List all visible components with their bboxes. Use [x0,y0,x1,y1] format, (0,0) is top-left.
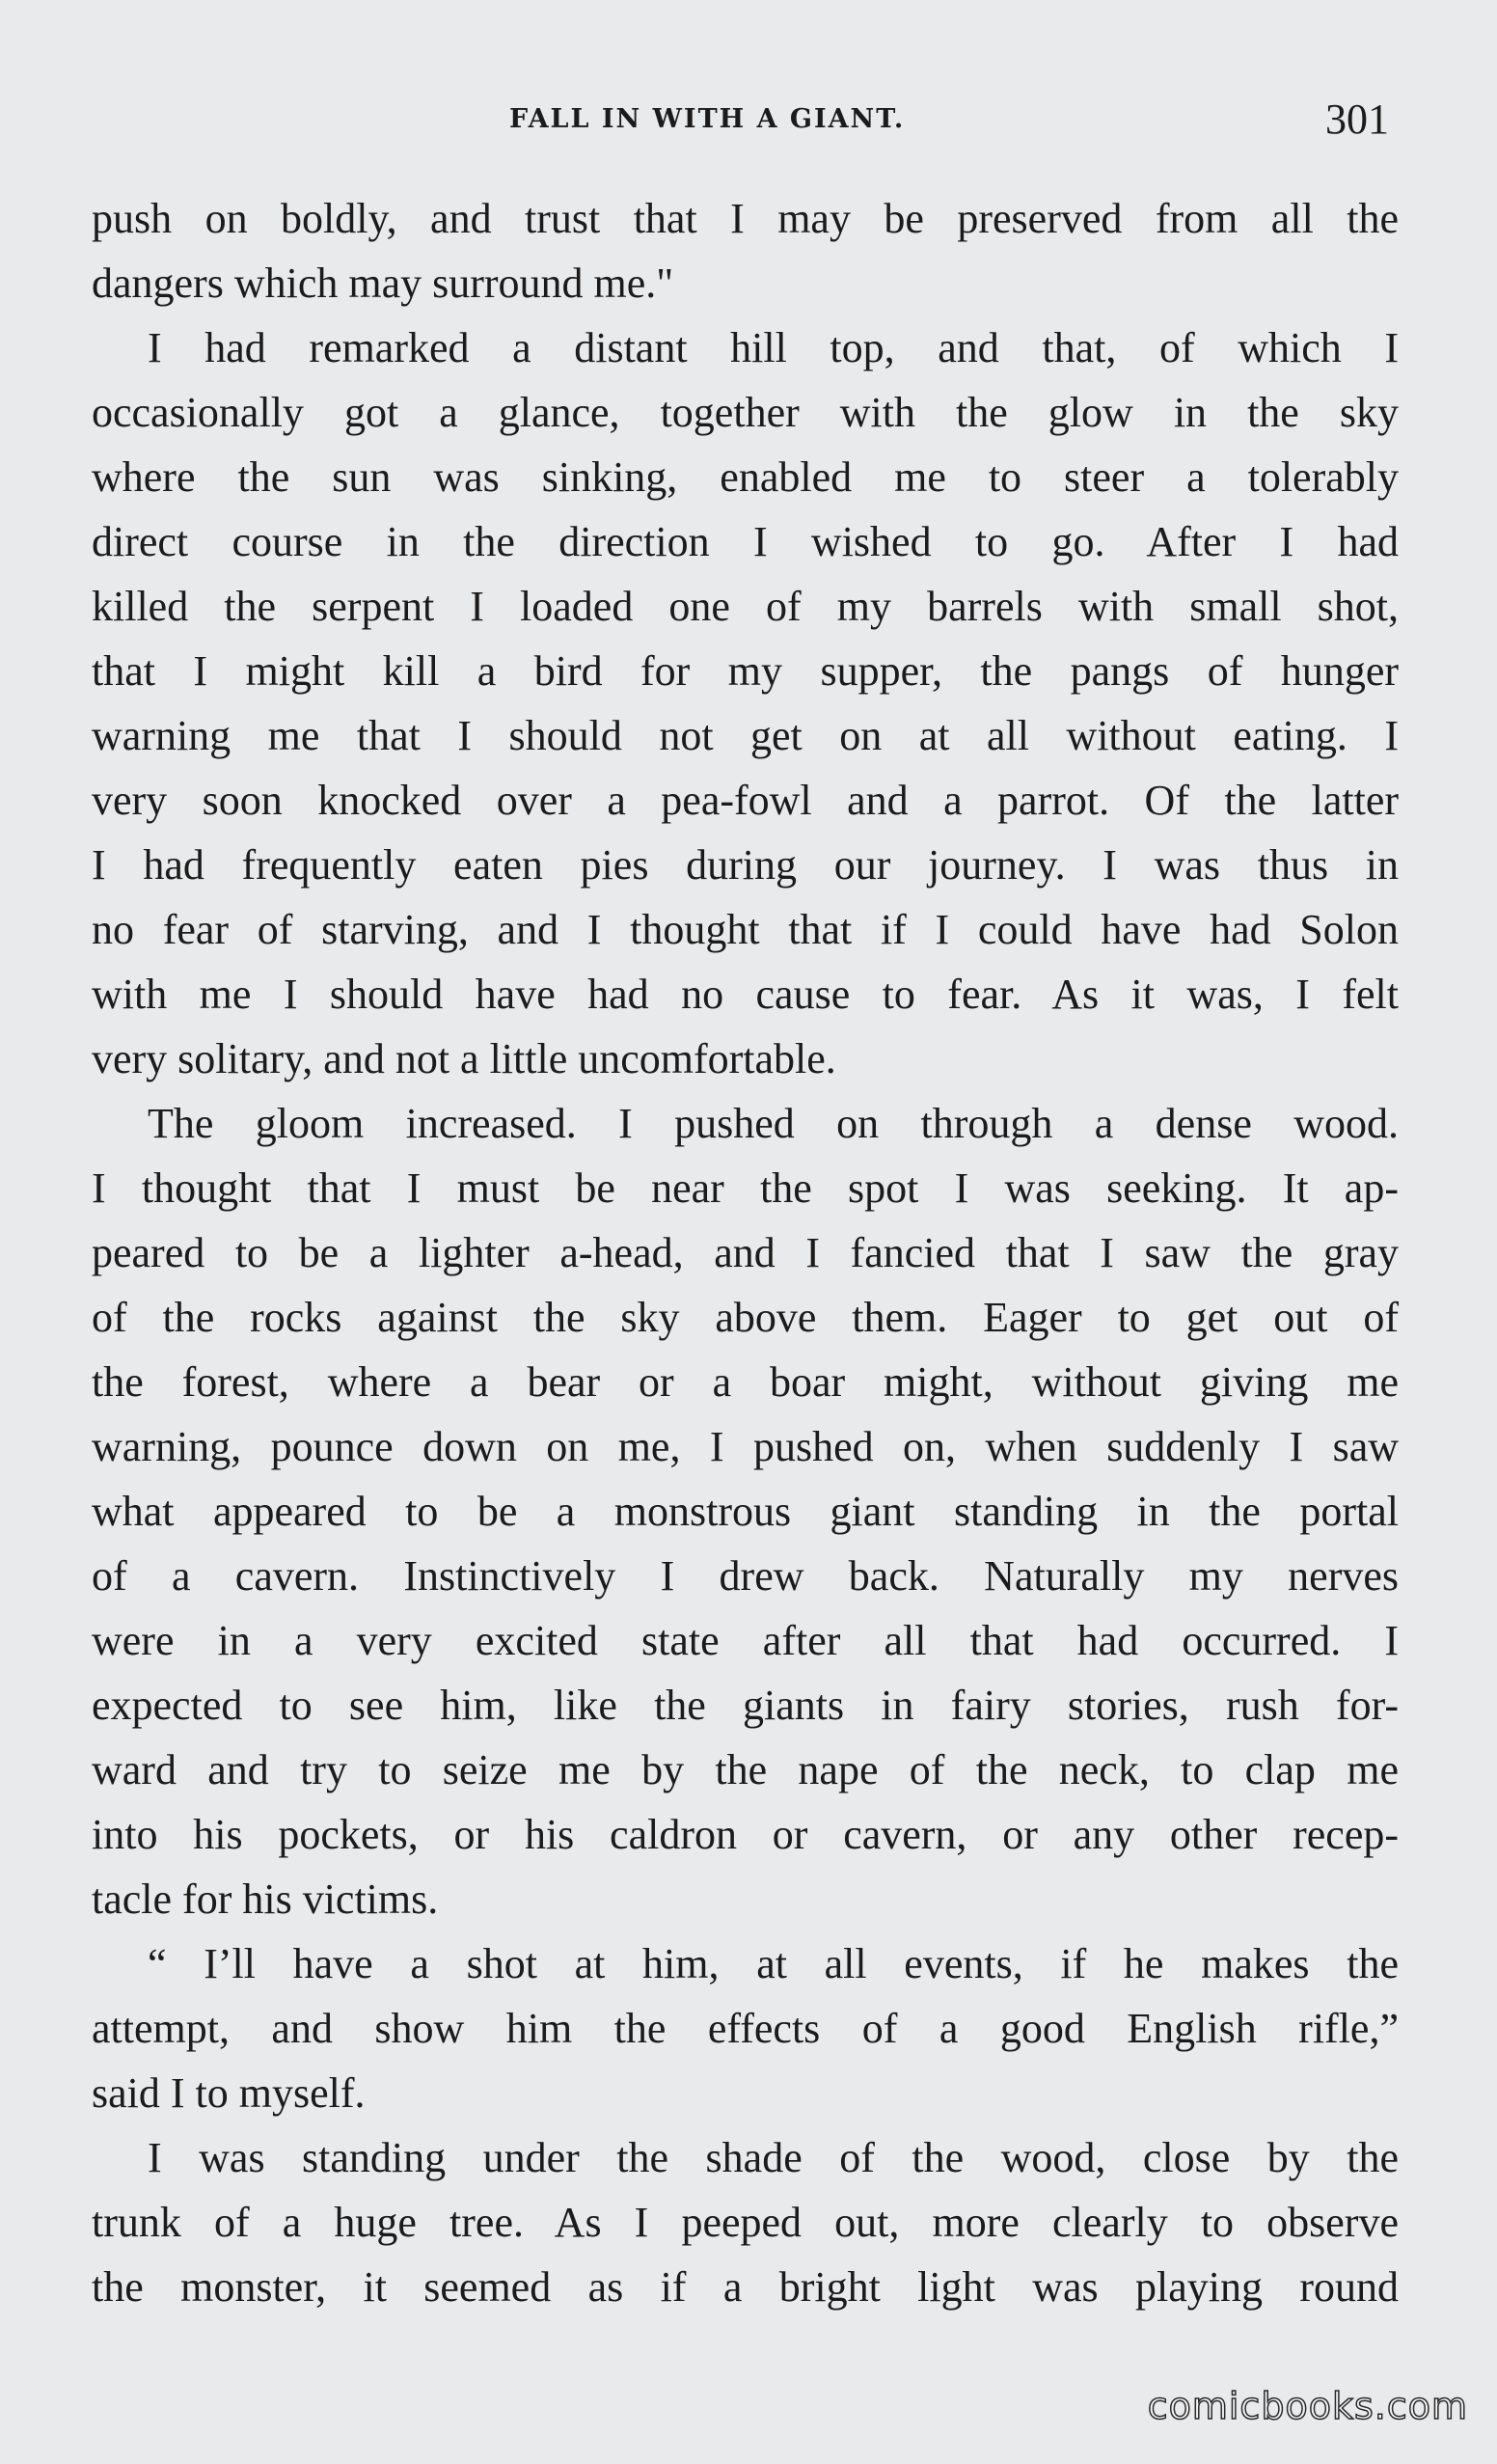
text-line: expected to see him, like the giants in fairy stories, rush for- [92,1682,1399,1729]
text-line: of the rocks against the sky above them. Eager to get out of [92,1294,1399,1341]
text-line: were in a very excited state after all that had occurred. I [92,1617,1399,1664]
text-line: very soon knocked over a pea-fowl and a parrot. Of the latter [92,777,1399,824]
text-line: The gloom increased. I pushed on through a dense wood. [148,1100,1399,1147]
text-line: what appeared to be a monstrous giant standing in the portal [92,1488,1399,1535]
text-line: occasionally got a glance, together with the glow in the sky [92,389,1399,436]
text-line: killed the serpent I loaded one of my barrels with small shot, [92,583,1399,630]
text-line: “ I’ll have a shot at him, at all events, if he makes the [148,1940,1399,1987]
text-line: attempt, and show him the effects of a good English rifle,” [92,2005,1399,2052]
text-line: I was standing under the shade of the wood, close by the [148,2134,1399,2181]
text-line: dangers which may surround me." [92,260,674,307]
text-line: that I might kill a bird for my supper, the pangs of hunger [92,647,1399,695]
page-number: 301 [1325,96,1389,143]
text-line: the forest, where a bear or a boar might, without giving me [92,1358,1399,1406]
text-line: into his pockets, or his caldron or cavern, or any other recep- [92,1811,1399,1858]
text-line: warning, pounce down on me, I pushed on, when suddenly I saw [92,1423,1399,1470]
text-line: of a cavern. Instinctively I drew back. Naturally my nerves [92,1552,1399,1600]
body-text [92,186,1399,2319]
text-line: very solitary, and not a little uncomfortable. [92,1035,836,1082]
watermark: comicbooks.com [1147,2385,1468,2427]
text-line: I thought that I must be near the spot I was seeking. It ap- [92,1164,1399,1212]
text-line: ward and try to seize me by the nape of the neck, to clap me [92,1746,1399,1793]
text-line: push on boldly, and trust that I may be preserved from all the [92,195,1399,242]
running-head [0,95,1497,152]
text-line: the monster, it seemed as if a bright light was playing round [92,2263,1399,2311]
text-line: I had frequently eaten pies during our journey. I was thus in [92,841,1399,889]
text-line: peared to be a lighter a-head, and I fancied that I saw the gray [92,1229,1399,1276]
text-line: trunk of a huge tree. As I peeped out, more clearly to observe [92,2199,1399,2246]
text-line: warning me that I should not get on at all without eating. I [92,712,1399,759]
running-title: FALL IN WITH A GIANT. [509,104,906,134]
text-line: said I to myself. [92,2069,366,2117]
text-line: direct course in the direction I wished to go. After I had [92,518,1399,565]
text-line: I had remarked a distant hill top, and that, of which I [148,324,1399,371]
text-line: no fear of starving, and I thought that if I could have had Solon [92,906,1399,953]
text-line: with me I should have had no cause to fear. As it was, I felt [92,971,1399,1018]
text-line: where the sun was sinking, enabled me to steer a tolerably [92,453,1399,501]
text-line: tacle for his victims. [92,1875,439,1923]
